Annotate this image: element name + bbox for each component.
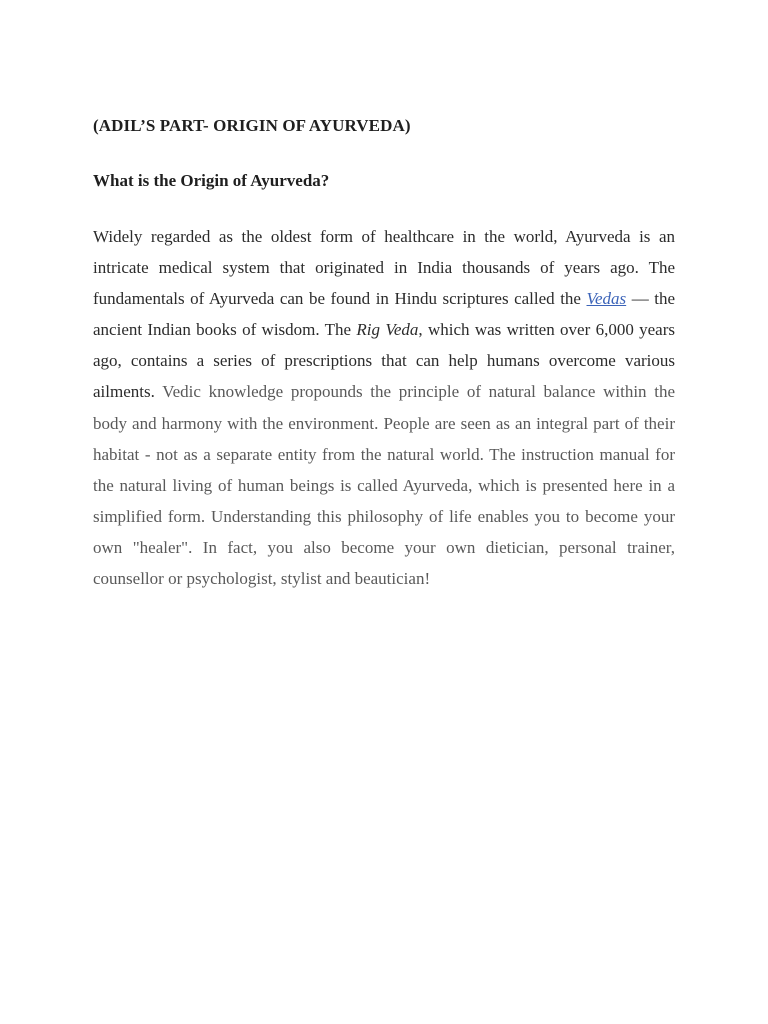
paragraph-text-intro: Widely regarded as the oldest form of healthcare in the world, Ayurveda is an intricate medical system that originated in India thousands of years ago. The fundamentals of Ayurveda can be found in Hindu scriptures called the bbox=[93, 227, 675, 309]
vedas-link[interactable]: Vedas bbox=[586, 289, 627, 309]
body-paragraph bbox=[93, 221, 675, 594]
paragraph-text-prescriptions: , which was written over 6,000 years ago, contains a series of prescriptions that can help humans overcome various ailments. bbox=[93, 320, 675, 402]
paragraph-text-wisdom: — the ancient Indian books of wisdom. The bbox=[93, 289, 675, 340]
question-heading: What is the Origin of Ayurveda? bbox=[93, 171, 330, 190]
paragraph-text-vedic-knowledge: Vedic knowledge propounds the principle of natural balance within the body and harmony with the environment. People are seen as an integral part of their habitat - not as a separate entity from the natural world. The instruction manual for the natural living of human beings is called Ayurveda, which is presented here in a simplified form. Understanding this philosophy of life enables you to become your own "healer". In fact, you also become your own dietician, personal trainer, counsellor or psychologist, stylist and beautician! bbox=[93, 382, 675, 589]
section-title: (ADIL’S PART- ORIGIN OF AYURVEDA) bbox=[93, 116, 411, 135]
rig-veda-title: Rig Veda bbox=[356, 320, 419, 340]
